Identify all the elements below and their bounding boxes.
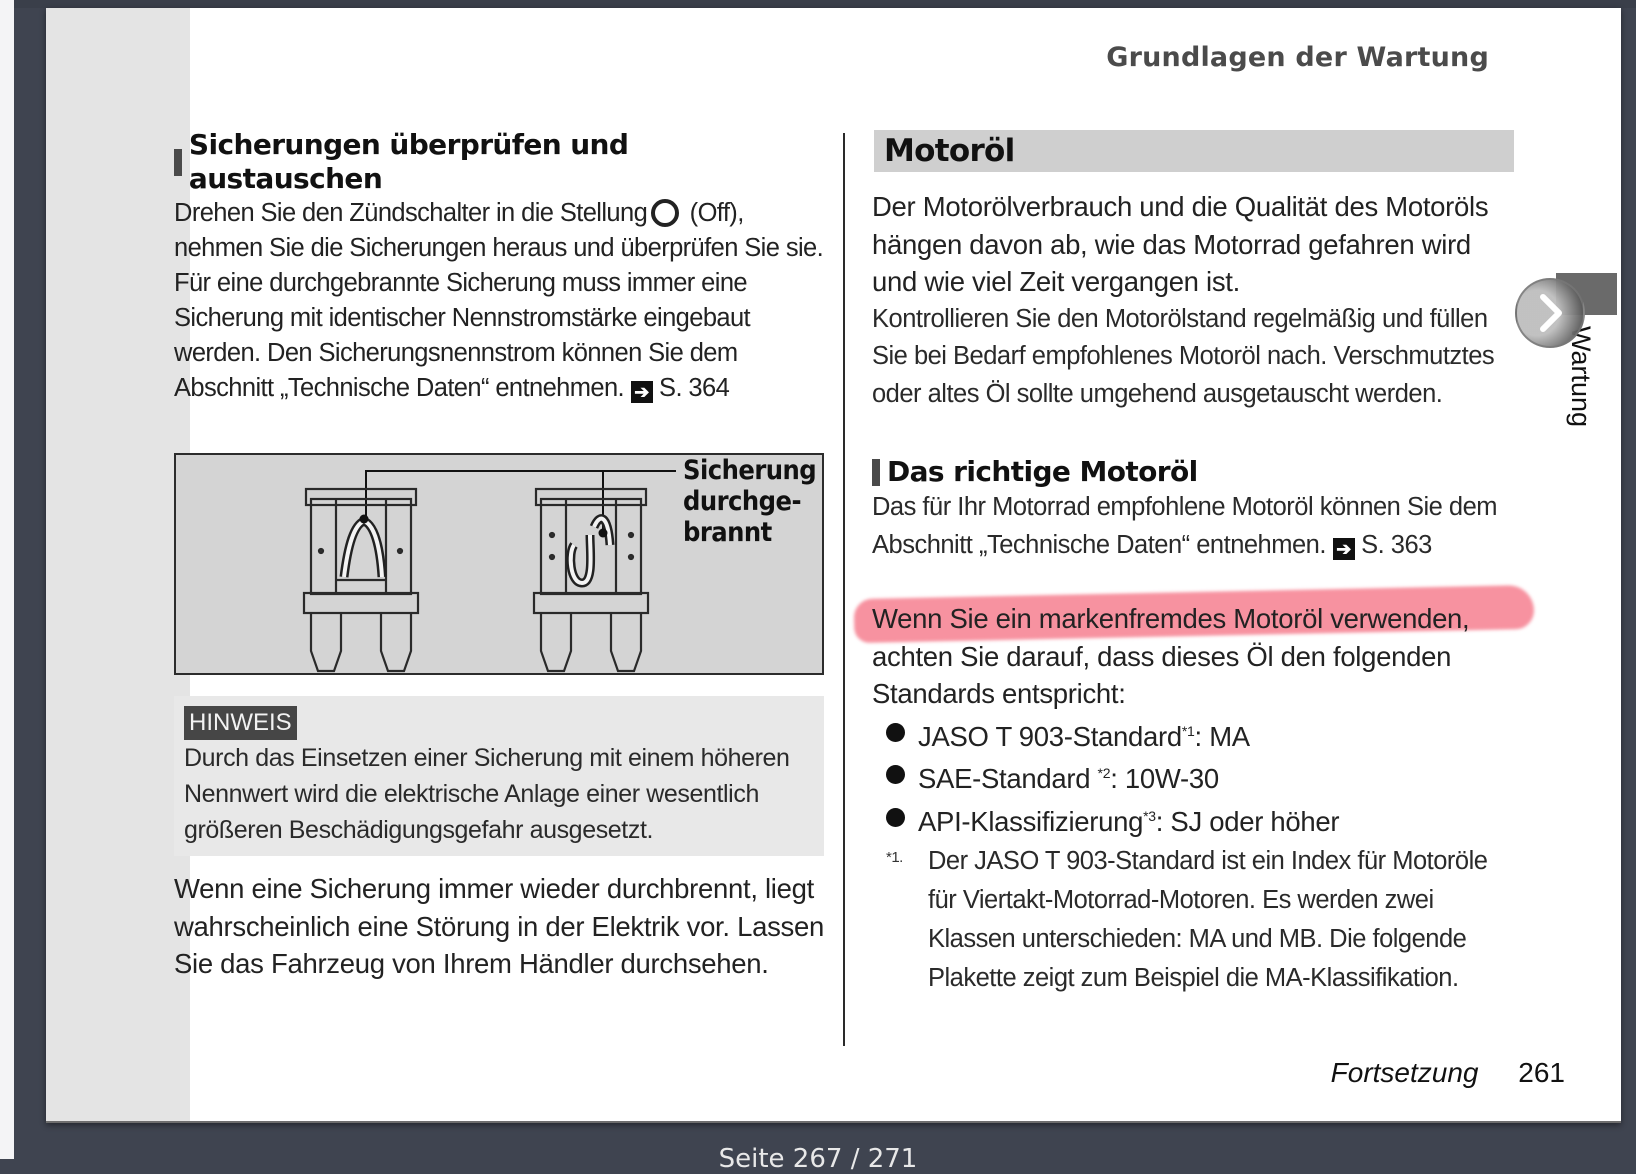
chapter-tab-text: Wartung <box>1566 326 1596 428</box>
standard-label: API-Klassifizierung <box>918 805 1144 837</box>
figure-label-line-1: Sicherung <box>683 455 817 486</box>
section-heading-fuses <box>174 128 824 196</box>
heading-bar-icon <box>174 149 182 176</box>
callout-dot <box>360 515 369 524</box>
list-item <box>882 798 1520 841</box>
figure-callout-label <box>683 455 816 548</box>
repeated-blowout-paragraph: Wenn eine Sicherung immer wieder durchbrennt, liegt wahrscheinlich eine Störung in der Elektrik vor. Lassen Sie das Fahrzeug von Ihrem Händler durchsehen. <box>174 873 824 979</box>
left-column <box>174 128 824 406</box>
bullet-icon <box>886 765 905 784</box>
callout-dot-2 <box>599 529 608 538</box>
page-number: 261 <box>1518 1057 1565 1088</box>
ignition-off-icon <box>651 199 679 227</box>
subheading-text: Das richtige Motoröl <box>887 455 1198 488</box>
standard-value: : MA <box>1194 720 1250 752</box>
heading-text: Sicherungen überprüfen und austauschen <box>188 128 629 195</box>
left-window-edge <box>0 0 14 1159</box>
footnote-ref: *1 <box>1181 722 1195 739</box>
oil-reference-text: Das für Ihr Motorrad empfohlene Motoröl können Sie dem Abschnitt „Technische Daten“ entnehmen. <box>872 493 1497 559</box>
page-reference-arrow-icon: ➔ <box>1333 538 1355 560</box>
notice-tag: HINWEIS <box>184 706 297 740</box>
list-item <box>882 713 1520 756</box>
chevron-right-icon <box>1517 280 1583 346</box>
right-column <box>872 130 1520 998</box>
list-item <box>882 755 1520 798</box>
fuse-instructions-text-2: (Off), nehmen Sie die Sicherungen heraus und überprüfen Sie sie. Für eine durchgebrannte Sicherung muss immer eine Sicherung mit identischer Nennstromstärke eingebaut werden. Den Sicherungsnennstrom können Sie dem Abschnitt „Technische Daten“ entnehmen. <box>174 199 824 402</box>
viewer-top-bar <box>14 0 1636 8</box>
page-reference-link[interactable]: S. 363 <box>1361 530 1432 559</box>
next-page-button[interactable] <box>1515 278 1585 348</box>
page-reference-arrow-icon: ➔ <box>631 381 653 403</box>
bullet-icon <box>886 808 905 827</box>
section-title-band <box>874 130 1514 172</box>
notice-box <box>174 696 824 856</box>
footnote-text: Der JASO T 903-Standard ist ein Index für Motoröle für Viertakt-Motorrad-Motoren. Es werden zwei Klassen unterschieden: MA und MB. Die folgende Plakette zeigt zum Beispiel die MA-Klassifikation. <box>928 847 1488 992</box>
oil-reference-paragraph <box>872 489 1520 564</box>
oil-intro-large: Der Motorölverbrauch und die Qualität des Motoröls hängen davon ab, wie das Motorrad gefahren wird und wie viel Zeit vergangen ist. <box>872 191 1489 297</box>
footnote-jaso <box>882 842 1520 998</box>
footnote-ref: *3 <box>1143 807 1156 824</box>
subheading-right-oil <box>872 455 1520 489</box>
blown-fuse-icon <box>534 489 648 671</box>
section-title: Motoröl <box>884 133 1015 169</box>
heading-bar-icon <box>872 459 880 486</box>
standard-label: SAE-Standard <box>918 763 1098 794</box>
fuse-instructions-text-1: Drehen Sie den Zündschalter in die Stellung <box>174 199 648 227</box>
page-gutter <box>46 8 190 1121</box>
page-indicator: Seite 267 / 271 <box>718 1144 918 1174</box>
notice-text: Durch das Einsetzen einer Sicherung mit einem höheren Nennwert wird die elektrische Anlage einer wesentlich größeren Beschädigungsgefahr ausgesetzt. <box>184 744 790 844</box>
figure-label-line-2: durchge- <box>683 486 802 517</box>
page-reference-link[interactable]: S. 364 <box>659 374 730 402</box>
oil-intro-small: Kontrollieren Sie den Motorölstand regelmäßig und füllen Sie bei Bedarf empfohlenes Motoröl nach. Verschmutztes oder altes Öl sollte umgehend ausgetauscht werden. <box>872 304 1495 408</box>
standards-intro: achten Sie darauf, dass dieses Öl den folgenden Standards entspricht: <box>872 640 1452 709</box>
footnote-ref: *2 <box>1097 765 1111 781</box>
fuse-instructions <box>174 196 824 406</box>
running-head: Grundlagen der Wartung <box>1106 42 1489 73</box>
standard-value: : SJ oder höher <box>1155 805 1340 837</box>
non-brand-oil-paragraph <box>872 600 1520 713</box>
standard-label: JASO T 903-Standard <box>918 720 1182 752</box>
fuse-illustration <box>174 453 824 675</box>
figure-label-line-3: brannt <box>683 517 772 548</box>
bullet-icon <box>886 723 905 742</box>
standard-value: : 10W-30 <box>1110 763 1219 794</box>
footnote-mark: *1. <box>886 849 903 866</box>
oil-standards-list <box>872 713 1520 841</box>
callout-line <box>366 471 676 519</box>
page-footer <box>1331 1057 1565 1089</box>
continued-label: Fortsetzung <box>1330 1057 1479 1088</box>
document-page <box>46 8 1621 1123</box>
column-divider <box>843 133 845 1046</box>
highlighted-line: Wenn Sie ein markenfremdes Motoröl verwenden, <box>872 603 1470 634</box>
